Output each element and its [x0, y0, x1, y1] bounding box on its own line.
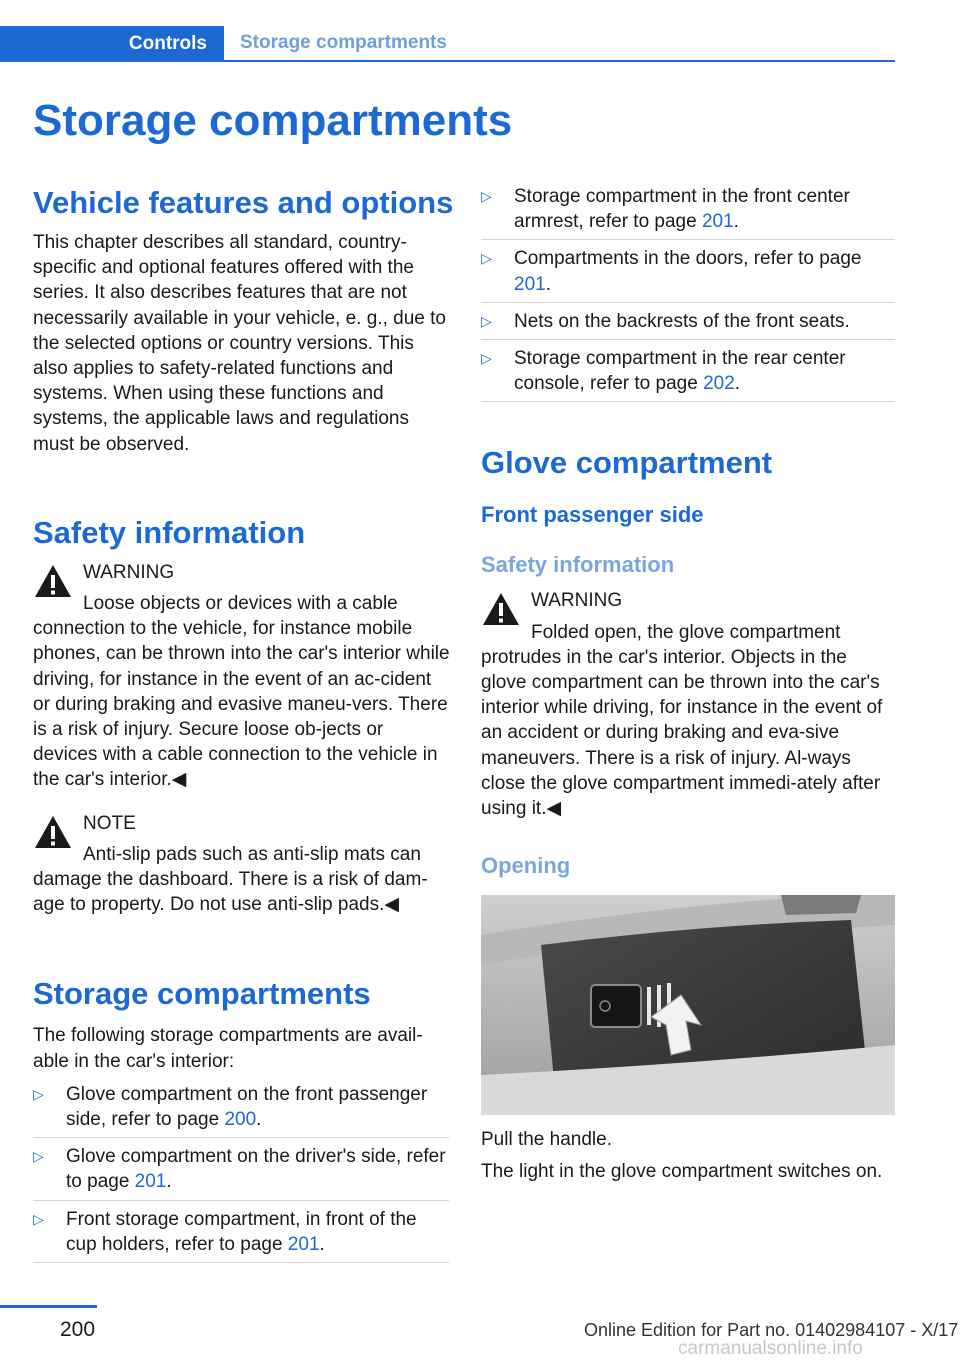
- list-item: ▷ Front storage compartment, in front of the cup holders, refer to page 201.: [33, 1201, 449, 1263]
- safety-heading: Safety information: [33, 514, 306, 550]
- warning-text: connection to the vehicle, for instance mobile phones, can be thrown into the car's interior while driving, for instance in the event of an ac‐cident or during braking and evasive maneu‐vers. There is a risk of injury. Secure loose ob‐jects or devices with a cable connection to the vehicle in the car's interior.◀: [33, 618, 450, 791]
- edition-text: Online Edition for Part no. 01402984107 - X/17: [584, 1320, 959, 1340]
- warning-text-first: Folded open, the glove compartment: [531, 621, 841, 643]
- footer-rule: [0, 1305, 97, 1308]
- opening-heading: Opening: [481, 853, 571, 879]
- glove-warning: [481, 588, 895, 821]
- triangle-bullet-icon: ▷: [481, 312, 492, 329]
- triangle-bullet-icon: ▷: [481, 350, 492, 367]
- step-light-on: The light in the glove compartment switches on.: [481, 1161, 883, 1183]
- warning-label: WARNING: [83, 561, 175, 583]
- glove-compartment-photo: [481, 895, 895, 1115]
- vehicle-features-body: This chapter describes all standard, country-specific and optional features offered with the series. It also describes features that are not necessarily available in your vehicle, e. g., due to the selected options or country versions. This also applies to safety-related functions and systems. When using these functions and systems, the applicable laws and regulations must be observed.: [33, 232, 446, 455]
- page-link[interactable]: 200: [224, 1109, 257, 1131]
- storage-heading: Storage compartments: [33, 976, 371, 1012]
- safety-note: [33, 811, 451, 918]
- glove-heading: Glove compartment: [481, 445, 773, 481]
- storage-intro: The following storage compartments are avail‐able in the car's interior:: [33, 1025, 423, 1072]
- note-text-first: Anti-slip pads such as anti-slip mats can: [83, 843, 421, 865]
- list-item: ▷ Storage compartment in the front center armrest, refer to page 201.: [481, 184, 895, 240]
- list-item: ▷ Nets on the backrests of the front seats.: [481, 303, 895, 340]
- glove-safety-heading: Safety information: [481, 552, 675, 578]
- header-rule: [0, 60, 895, 62]
- list-item: ▷ Glove compartment on the driver's side, refer to page 201.: [33, 1138, 449, 1200]
- header-section-tab[interactable]: Controls: [0, 26, 224, 62]
- safety-warning: [33, 560, 451, 793]
- vehicle-features-heading: Vehicle features and options: [33, 185, 454, 220]
- triangle-bullet-icon: ▷: [481, 250, 492, 267]
- page-number: 200: [60, 1318, 96, 1341]
- list-item: ▷ Storage compartment in the rear center console, refer to page 202.: [481, 340, 895, 402]
- triangle-bullet-icon: ▷: [33, 1085, 44, 1102]
- page-link[interactable]: 201: [287, 1233, 320, 1255]
- list-item: ▷ Compartments in the doors, refer to page 201.: [481, 240, 895, 302]
- triangle-bullet-icon: ▷: [33, 1210, 44, 1227]
- warning-label: WARNING: [531, 590, 623, 612]
- glove-subheading: Front passenger side: [481, 502, 704, 528]
- storage-list-right: [481, 184, 895, 402]
- left-column: [33, 184, 454, 1263]
- page-link[interactable]: 202: [703, 373, 735, 395]
- note-text: damage the dashboard. There is a risk of dam‐age to property. Do not use anti-slip pads.◀: [33, 869, 428, 916]
- storage-list-left: [33, 1082, 449, 1263]
- note-label: NOTE: [83, 812, 136, 834]
- list-item: ▷ Glove compartment on the front passenger side, refer to page 200.: [33, 1082, 449, 1138]
- watermark-text: carmanualsonline.info: [678, 1338, 863, 1359]
- page-title: Storage compartments: [33, 96, 513, 145]
- triangle-bullet-icon: ▷: [33, 1148, 44, 1165]
- warning-icon: [33, 563, 73, 599]
- header-topic-tab[interactable]: Storage compartments: [240, 32, 447, 53]
- right-column: [481, 184, 895, 1185]
- warning-text-first: Loose objects or devices with a cable: [83, 593, 398, 615]
- page-link[interactable]: 201: [514, 273, 546, 295]
- page-link[interactable]: 201: [134, 1171, 167, 1193]
- warning-icon: [33, 814, 73, 850]
- triangle-bullet-icon: ▷: [481, 188, 492, 204]
- warning-text: protrudes in the car's interior. Objects in the glove compartment can be thrown into the car's interior while driving, for instance in the event of an accident or during braking and eva‐sive maneuvers. There is a risk of injury. Al‐ways close the glove compartment immedi‐ately after using it.◀: [481, 646, 883, 820]
- page-link[interactable]: 201: [701, 211, 734, 233]
- warning-icon: [481, 591, 521, 627]
- step-pull-handle: Pull the handle.: [481, 1129, 612, 1151]
